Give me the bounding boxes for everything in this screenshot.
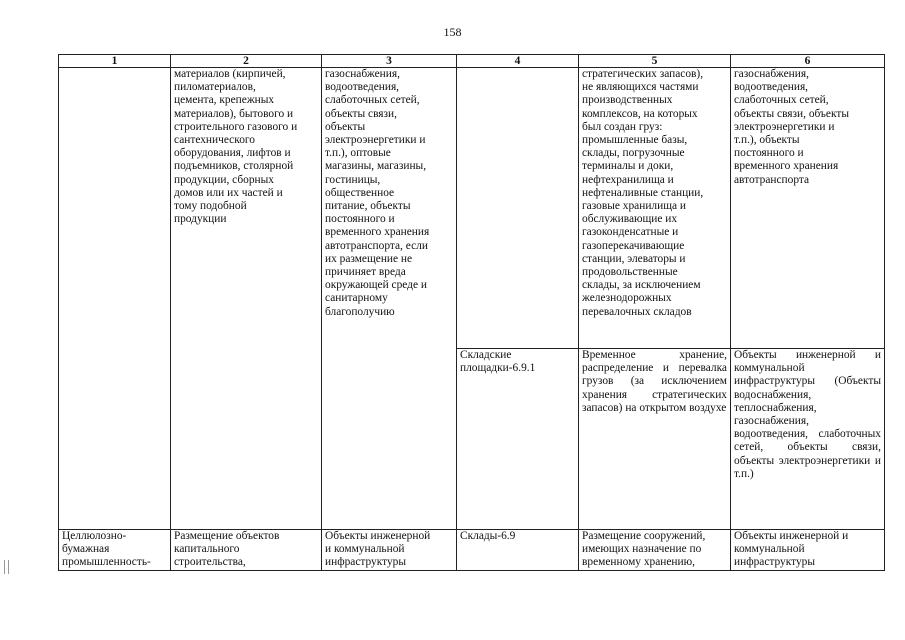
- cell-r2-c4: [457, 349, 579, 530]
- aux-use-description: стратегических запасов), не являющихся частями производственных комплексов, на которых был создан груз: промышленные базы, склады, погрузочные терминалы и доки, нефтехранилища и нефтеналивные станции, газовые хранилища и обслуживающие их газоконденсатные и газоперекачивающие станции, элеваторы и продовольственные склады, за исключением железнодорожных перевалочных складов: [582, 68, 704, 318]
- cell-r1-c6: [731, 68, 885, 349]
- cell-r2-c6: [731, 349, 885, 530]
- cell-r1-c1: [59, 68, 171, 530]
- header-col-6: 6: [731, 55, 885, 68]
- cell-r3-c5: [579, 530, 731, 571]
- permitted-use-description: материалов (кирпичей, пиломатериалов, цемента, крепежных материалов), бытового и строительного газового и сантехнического оборудования, лифтов и подъемников, столярной продукции, сборных домов или их частей и тому подобной продукции: [174, 68, 298, 226]
- header-col-4: 4: [457, 55, 579, 68]
- cell-r3-c3: [322, 530, 457, 571]
- cell-r1-c3: [322, 68, 457, 530]
- cell-r1-c5: [579, 68, 731, 349]
- aux-use-name: Склады-6.9: [460, 530, 516, 542]
- capital-objects-description: газоснабжения, водоотведения, слаботочных сетей, объекты связи, объекты электроэнергетики и т.п.), оптовые магазины, магазины, гостиницы, общественное питание, объекты постоянного и временного хранения автотранспорта, если их размещение не причиняет вреда окружающей среде и санитарному благополучию: [325, 68, 430, 318]
- permitted-use-description: Размещение объектов капитального строительства,: [174, 530, 280, 569]
- aux-objects-description: Объекты инженерной и коммунальной инфраструктуры (Объекты водоснабжения, теплоснабжения, газоснабжения, водоотведения, слаботочных сетей, объекты связи, объекты электроэнергетики и т.п.): [734, 349, 881, 480]
- page-number: 158: [443, 25, 462, 39]
- aux-use-description: Временное хранение, распределение и перевалка грузов (за исключением хранения стратегических запасов) на открытом воздухе: [582, 349, 727, 414]
- table-row: [59, 530, 885, 571]
- table-row: [59, 68, 885, 349]
- cell-r3-c1: [59, 530, 171, 571]
- header-row: [59, 55, 885, 68]
- header-col-2: 2: [171, 55, 322, 68]
- aux-use-name: Складские площадки-6.9.1: [460, 349, 536, 375]
- land-use-table: [58, 54, 885, 571]
- header-col-5: 5: [579, 55, 731, 68]
- main-use-name: Целлюлозно- бумажная промышленность-: [62, 530, 151, 569]
- cell-r2-c5: [579, 349, 731, 530]
- margin-mark: [4, 560, 9, 574]
- capital-objects-description: Объекты инженерной и коммунальной инфраструктуры: [325, 530, 431, 569]
- header-col-1: 1: [59, 55, 171, 68]
- cell-r3-c6: [731, 530, 885, 571]
- cell-r3-c2: [171, 530, 322, 571]
- cell-r1-c2: [171, 68, 322, 530]
- aux-objects-description: газоснабжения, водоотведения, слаботочных сетей, объекты связи, объекты электроэнергетики и т.п.), объекты постоянного и временного хранения автотранспорта: [734, 68, 849, 186]
- cell-r1-c4: [457, 68, 579, 349]
- cell-r3-c4: [457, 530, 579, 571]
- aux-use-description: Размещение сооружений, имеющих назначение по временному хранению,: [582, 530, 706, 569]
- header-col-3: 3: [322, 55, 457, 68]
- aux-objects-description: Объекты инженерной и коммунальной инфраструктуры: [734, 530, 849, 569]
